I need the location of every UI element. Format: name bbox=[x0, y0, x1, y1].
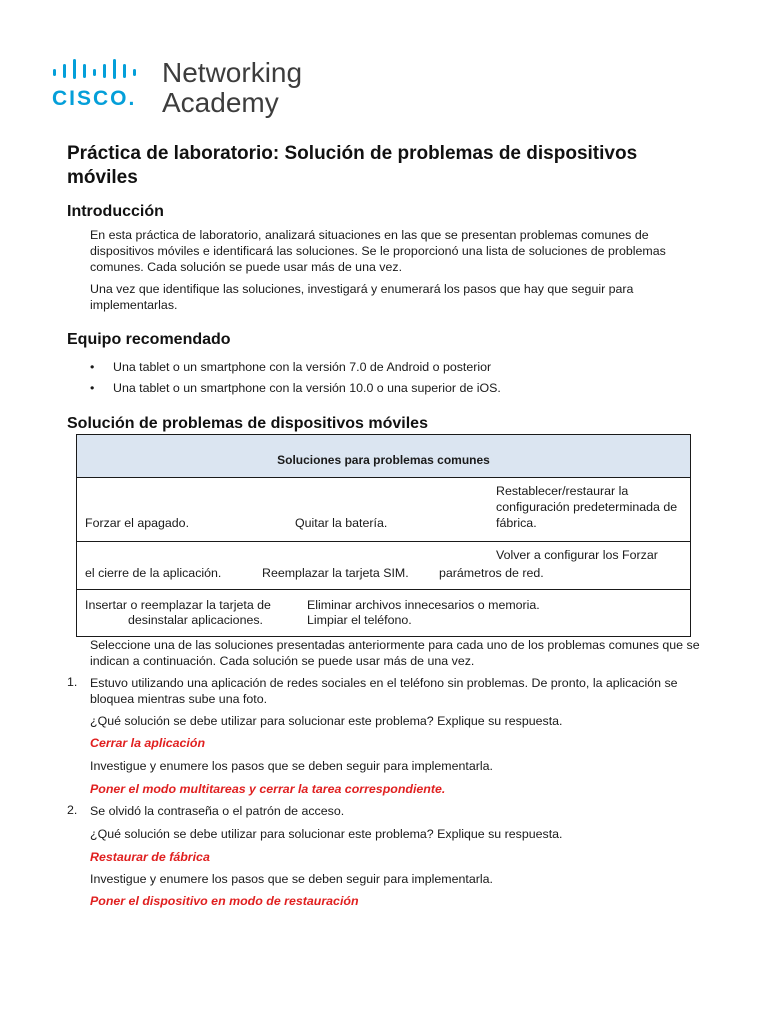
cisco-wordmark: CISCO. bbox=[52, 87, 137, 110]
section-heading: Solución de problemas de dispositivos móviles bbox=[67, 415, 428, 432]
equipment-item bbox=[90, 380, 501, 396]
cisco-bars-icon bbox=[52, 58, 152, 80]
question-prompt: ¿Qué solución se debe utilizar para solucionar este problema? Explique su respuesta. bbox=[90, 827, 563, 841]
bullet-icon: • bbox=[90, 381, 95, 395]
academy-line-1: Networking bbox=[162, 57, 303, 88]
table-cell: Reemplazar la tarjeta SIM. bbox=[262, 566, 409, 580]
table-cell: desinstalar aplicaciones. bbox=[128, 613, 263, 627]
table-cell: Forzar el apagado. bbox=[85, 516, 190, 530]
solutions-table bbox=[76, 434, 691, 637]
table-header-label: Soluciones para problemas comunes bbox=[277, 453, 490, 467]
intro-paragraph-1: En esta práctica de laboratorio, analizará situaciones en las que se presentan problemas comunes de dispositivos móviles e identificará las soluciones. Se le proporcionó una lista de soluciones de problemas comunes. Cada solución se puede usar más de una vez. bbox=[90, 228, 666, 274]
equipment-item-label: Una tablet o un smartphone con la versión 10.0 o una superior de iOS. bbox=[113, 381, 501, 395]
row-divider bbox=[77, 589, 690, 590]
question-scenario: Estuvo utilizando una aplicación de redes sociales en el teléfono sin problemas. De pronto, la aplicación se bloquea mientras sube una foto. bbox=[90, 676, 678, 706]
question-prompt: ¿Qué solución se debe utilizar para solucionar este problema? Explique su respuesta. bbox=[90, 714, 563, 728]
academy-line-2: Academy bbox=[162, 87, 279, 118]
table-cell: configuración predeterminada de bbox=[496, 500, 678, 514]
answer-solution: Cerrar la aplicación bbox=[90, 736, 206, 750]
table-cell: Limpiar el teléfono. bbox=[307, 613, 412, 627]
answer-steps: Poner el dispositivo en modo de restauración bbox=[90, 894, 359, 908]
intro-paragraph-2: Una vez que identifique las soluciones, investigará y enumerará los pasos que hay que seguir para implementarlas. bbox=[90, 282, 634, 312]
academy-logo-text bbox=[162, 58, 302, 118]
bullet-icon: • bbox=[90, 360, 95, 374]
table-cell: Volver a configurar los Forzar bbox=[496, 548, 658, 562]
question-scenario: Se olvidó la contraseña o el patrón de acceso. bbox=[90, 804, 345, 818]
document-title: Práctica de laboratorio: Solución de problemas de dispositivos móviles bbox=[67, 143, 638, 188]
table-cell: Eliminar archivos innecesarios o memoria. bbox=[307, 598, 540, 612]
instructions-paragraph: Seleccione una de las soluciones presentadas anteriormente para cada uno de los problemas comunes que se indican a continuación. Cada solución se puede usar más de una vez. bbox=[90, 638, 700, 668]
table-cell: Restablecer/restaurar la bbox=[496, 484, 629, 498]
table-cell: Quitar la batería. bbox=[295, 516, 388, 530]
answer-steps: Poner el modo multitareas y cerrar la tarea correspondiente. bbox=[90, 782, 446, 796]
table-cell: el cierre de la aplicación. bbox=[85, 566, 222, 580]
question-prompt: Investigue y enumere los pasos que se deben seguir para implementarla. bbox=[90, 872, 493, 886]
table-cell: parámetros de red. bbox=[439, 566, 544, 580]
question-number: 1. bbox=[67, 675, 78, 689]
table-header bbox=[77, 435, 690, 478]
equipment-item bbox=[90, 359, 492, 375]
table-cell: Insertar o reemplazar la tarjeta de bbox=[85, 598, 271, 612]
question-number: 2. bbox=[67, 803, 78, 817]
row-divider bbox=[77, 541, 690, 542]
intro-heading: Introducción bbox=[67, 203, 164, 220]
equipment-item-label: Una tablet o un smartphone con la versión 7.0 de Android o posterior bbox=[113, 360, 492, 374]
equipment-heading: Equipo recomendado bbox=[67, 331, 231, 348]
table-cell: fábrica. bbox=[496, 516, 537, 530]
question-prompt: Investigue y enumere los pasos que se deben seguir para implementarla. bbox=[90, 759, 493, 773]
answer-solution: Restaurar de fábrica bbox=[90, 850, 210, 864]
